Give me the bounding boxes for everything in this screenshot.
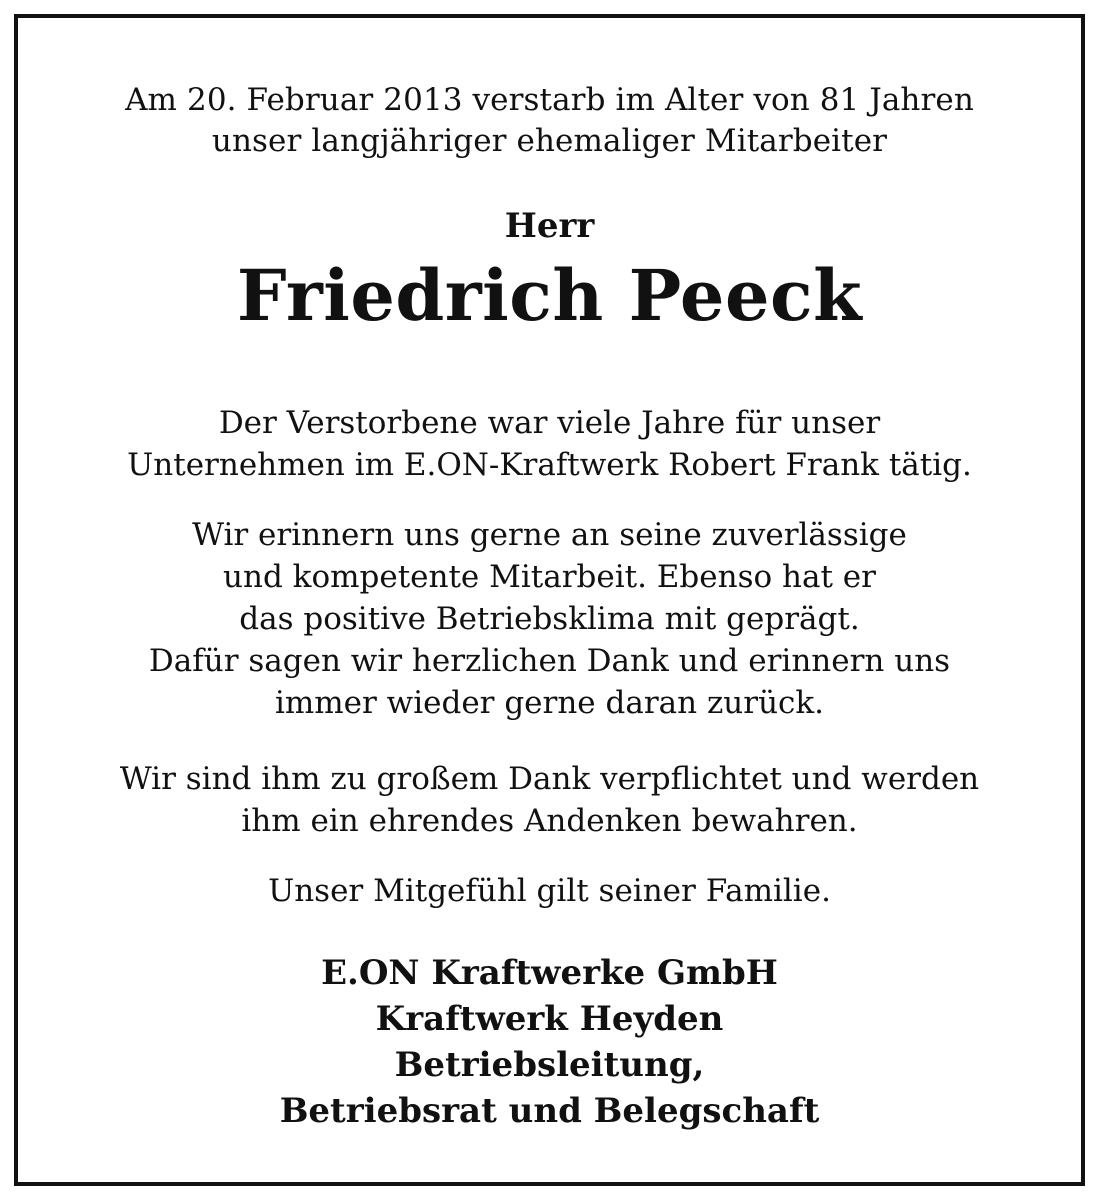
paragraph-employment (18, 402, 1081, 486)
signature-line: E.ON Kraftwerke GmbH (321, 953, 778, 993)
intro-text (18, 80, 1081, 162)
signature-line: Kraftwerk Heyden (375, 999, 724, 1039)
deceased-name: Friedrich Peeck (236, 254, 863, 337)
paragraph-sympathy (18, 870, 1081, 912)
paragraph-line: und kompetente Mitarbeit. Ebenso hat er (223, 559, 876, 595)
salutation: Herr (504, 206, 595, 246)
signature-line: Betriebsleitung, (394, 1045, 705, 1085)
signature-block (18, 950, 1081, 1134)
paragraph-line: Der Verstorbene war viele Jahre für unser (218, 405, 881, 441)
signature-line: Betriebsrat und Belegschaft (279, 1091, 820, 1131)
paragraph-line: Unser Mitgefühl gilt seiner Familie. (268, 873, 831, 909)
paragraph-line: immer wieder gerne daran zurück. (274, 685, 825, 721)
paragraph-line: ihm ein ehrendes Andenken bewahren. (241, 803, 858, 839)
paragraph-line: Unternehmen im E.ON-Kraftwerk Robert Frank tätig. (127, 447, 972, 483)
paragraph-line: das positive Betriebsklima mit geprägt. (239, 601, 860, 637)
intro-line: unser langjähriger ehemaliger Mitarbeiter (211, 123, 888, 159)
paragraph-remembrance (18, 514, 1081, 724)
obituary-frame (14, 14, 1085, 1186)
intro-line: Am 20. Februar 2013 verstarb im Alter von 81 Jahren (125, 82, 974, 118)
paragraph-line: Wir sind ihm zu großem Dank verpflichtet und werden (119, 761, 980, 797)
paragraph-line: Wir erinnern uns gerne an seine zuverlässige (192, 517, 907, 553)
paragraph-line: Dafür sagen wir herzlichen Dank und erinnern uns (148, 643, 951, 679)
paragraph-gratitude (18, 758, 1081, 842)
